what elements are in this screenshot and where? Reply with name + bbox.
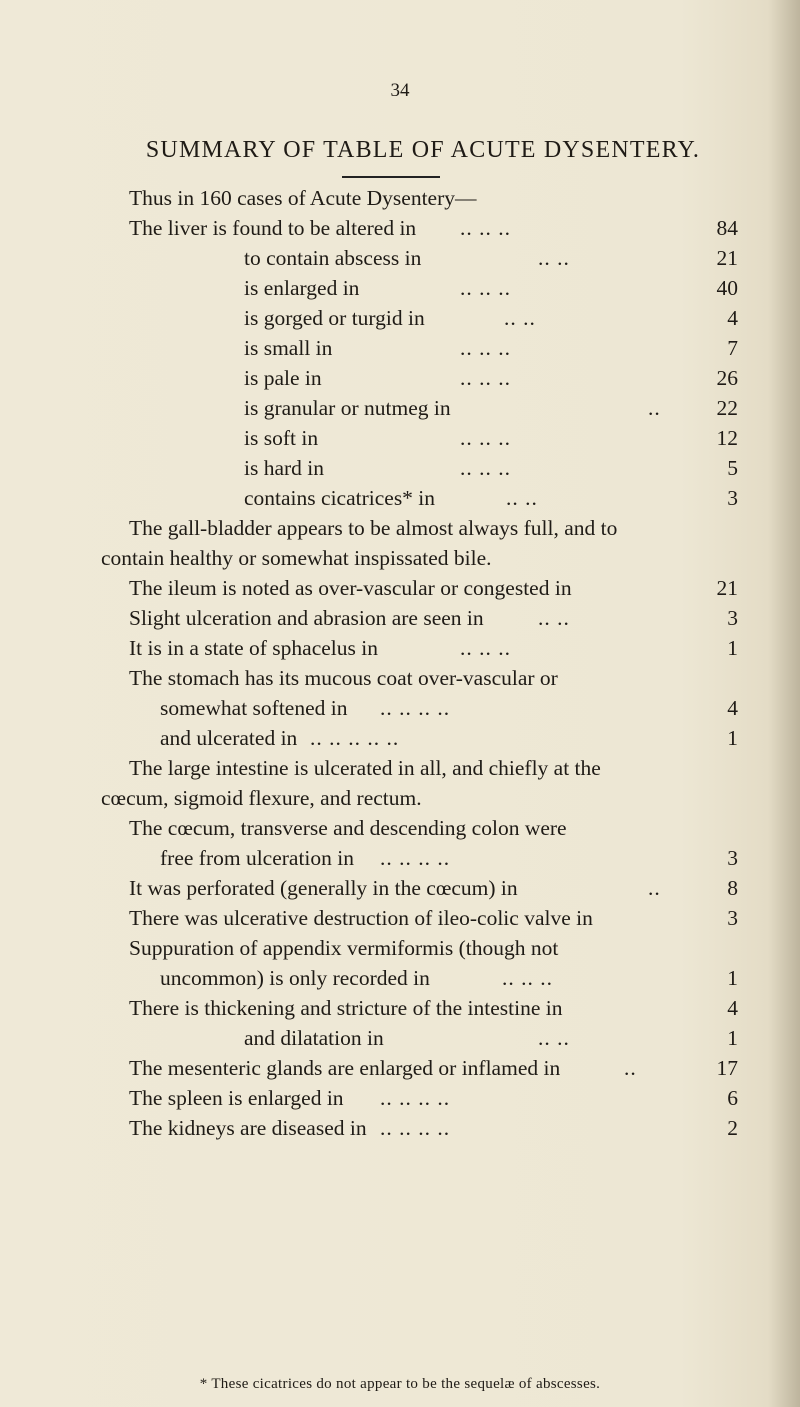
leader-dots: .. .. .. (460, 366, 511, 390)
leader-dots: .. (648, 396, 661, 420)
line-text: Slight ulceration and abrasion are seen in (129, 606, 484, 630)
leader-dots: .. (624, 1056, 637, 1080)
line-text: Thus in 160 cases of Acute Dysentery— (129, 186, 477, 210)
summary-line (0, 573, 800, 603)
line-text: is pale in (244, 366, 322, 390)
leader-dots: .. .. (538, 1026, 570, 1050)
leader-dots: .. .. (506, 486, 538, 510)
case-count: 26 (716, 366, 738, 390)
line-text: uncommon) is only recorded in (160, 966, 430, 990)
line-text: Suppuration of appendix vermiformis (though not (129, 936, 559, 960)
leader-dots: .. .. .. (460, 636, 511, 660)
case-count: 1 (727, 636, 738, 660)
case-count: 5 (727, 456, 738, 480)
leader-dots: .. .. .. (460, 336, 511, 360)
line-text: cœcum, sigmoid flexure, and rectum. (101, 786, 422, 810)
page-number: 34 (390, 80, 410, 101)
summary-line (0, 753, 800, 783)
leader-dots: .. .. .. .. (380, 1116, 451, 1140)
line-text: is soft in (244, 426, 319, 450)
footnote: * These cicatrices do not appear to be the sequelæ of abscesses. (199, 1376, 601, 1392)
leader-dots: .. .. (504, 306, 536, 330)
leader-dots: .. .. .. (460, 426, 511, 450)
summary-line (0, 1023, 800, 1053)
summary-line (0, 363, 800, 393)
line-text: The gall-bladder appears to be almost always full, and to (129, 516, 618, 540)
line-text: The liver is found to be altered in (129, 216, 417, 240)
summary-line (0, 663, 800, 693)
summary-line (0, 603, 800, 633)
summary-line (0, 963, 800, 993)
case-count: 84 (716, 216, 738, 240)
summary-line (0, 783, 800, 813)
title-rule (342, 176, 440, 178)
line-text: The spleen is enlarged in (129, 1086, 344, 1110)
case-count: 40 (716, 276, 738, 300)
case-count: 3 (727, 606, 738, 630)
leader-dots: .. .. .. .. .. (310, 726, 400, 750)
line-text: is granular or nutmeg in (244, 396, 451, 420)
case-count: 3 (727, 846, 738, 870)
summary-line (0, 453, 800, 483)
line-text: There was ulcerative destruction of ileo-colic valve in (129, 906, 593, 930)
case-count: 21 (716, 246, 738, 270)
case-count: 6 (727, 1086, 738, 1110)
case-count: 4 (727, 996, 738, 1020)
leader-dots: .. .. (538, 606, 570, 630)
summary-line (0, 843, 800, 873)
leader-dots: .. .. .. (460, 456, 511, 480)
line-text: somewhat softened in (160, 696, 348, 720)
line-text: The cœcum, transverse and descending colon were (129, 816, 567, 840)
summary-line (0, 633, 800, 663)
case-count: 8 (727, 876, 738, 900)
case-count: 3 (727, 486, 738, 510)
line-text: The mesenteric glands are enlarged or inflamed in (129, 1056, 561, 1080)
line-text: is enlarged in (244, 276, 360, 300)
summary-line (0, 693, 800, 723)
summary-line (0, 303, 800, 333)
summary-line (0, 183, 800, 213)
case-count: 1 (727, 726, 738, 750)
leader-dots: .. .. .. .. (380, 696, 451, 720)
line-text: The large intestine is ulcerated in all, and chiefly at the (129, 756, 601, 780)
summary-line (0, 903, 800, 933)
summary-line (0, 333, 800, 363)
case-count: 2 (727, 1116, 738, 1140)
summary-line (0, 513, 800, 543)
line-text: The ileum is noted as over-vascular or congested in (129, 576, 572, 600)
leader-dots: .. (648, 876, 661, 900)
summary-line (0, 1083, 800, 1113)
line-text: contain healthy or somewhat inspissated bile. (101, 546, 492, 570)
case-count: 21 (716, 576, 738, 600)
summary-line (0, 723, 800, 753)
summary-line (0, 1053, 800, 1083)
line-text: The stomach has its mucous coat over-vascular or (129, 666, 558, 690)
summary-line (0, 483, 800, 513)
line-text: is gorged or turgid in (244, 306, 425, 330)
case-count: 7 (727, 336, 738, 360)
summary-line (0, 273, 800, 303)
line-text: is hard in (244, 456, 325, 480)
leader-dots: .. .. .. .. (380, 1086, 451, 1110)
case-count: 12 (716, 426, 738, 450)
case-count: 3 (727, 906, 738, 930)
line-text: It is in a state of sphacelus in (129, 636, 378, 660)
line-text: free from ulceration in (160, 846, 355, 870)
line-text: to contain abscess in (244, 246, 422, 270)
summary-line (0, 993, 800, 1023)
summary-line (0, 423, 800, 453)
leader-dots: .. .. .. .. (380, 846, 451, 870)
case-count: 1 (727, 966, 738, 990)
line-text: There is thickening and stricture of the intestine in (129, 996, 563, 1020)
summary-line (0, 1113, 800, 1143)
page-title: SUMMARY OF TABLE OF ACUTE DYSENTERY. (145, 137, 701, 163)
summary-line (0, 243, 800, 273)
line-text: contains cicatrices* in (244, 486, 436, 510)
summary-line (0, 933, 800, 963)
leader-dots: .. .. .. (460, 216, 511, 240)
line-text: and dilatation in (244, 1026, 384, 1050)
line-text: and ulcerated in (160, 726, 298, 750)
leader-dots: .. .. .. (460, 276, 511, 300)
summary-line (0, 873, 800, 903)
leader-dots: .. .. .. (502, 966, 553, 990)
line-text: The kidneys are diseased in (129, 1116, 367, 1140)
summary-line (0, 813, 800, 843)
case-count: 1 (727, 1026, 738, 1050)
case-count: 4 (727, 306, 738, 330)
summary-line (0, 543, 800, 573)
leader-dots: .. .. (538, 246, 570, 270)
line-text: is small in (244, 336, 333, 360)
summary-line (0, 213, 800, 243)
case-count: 17 (716, 1056, 738, 1080)
line-text: It was perforated (generally in the cœcum) in (129, 876, 518, 900)
case-count: 22 (716, 396, 738, 420)
case-count: 4 (727, 696, 738, 720)
summary-line (0, 393, 800, 423)
